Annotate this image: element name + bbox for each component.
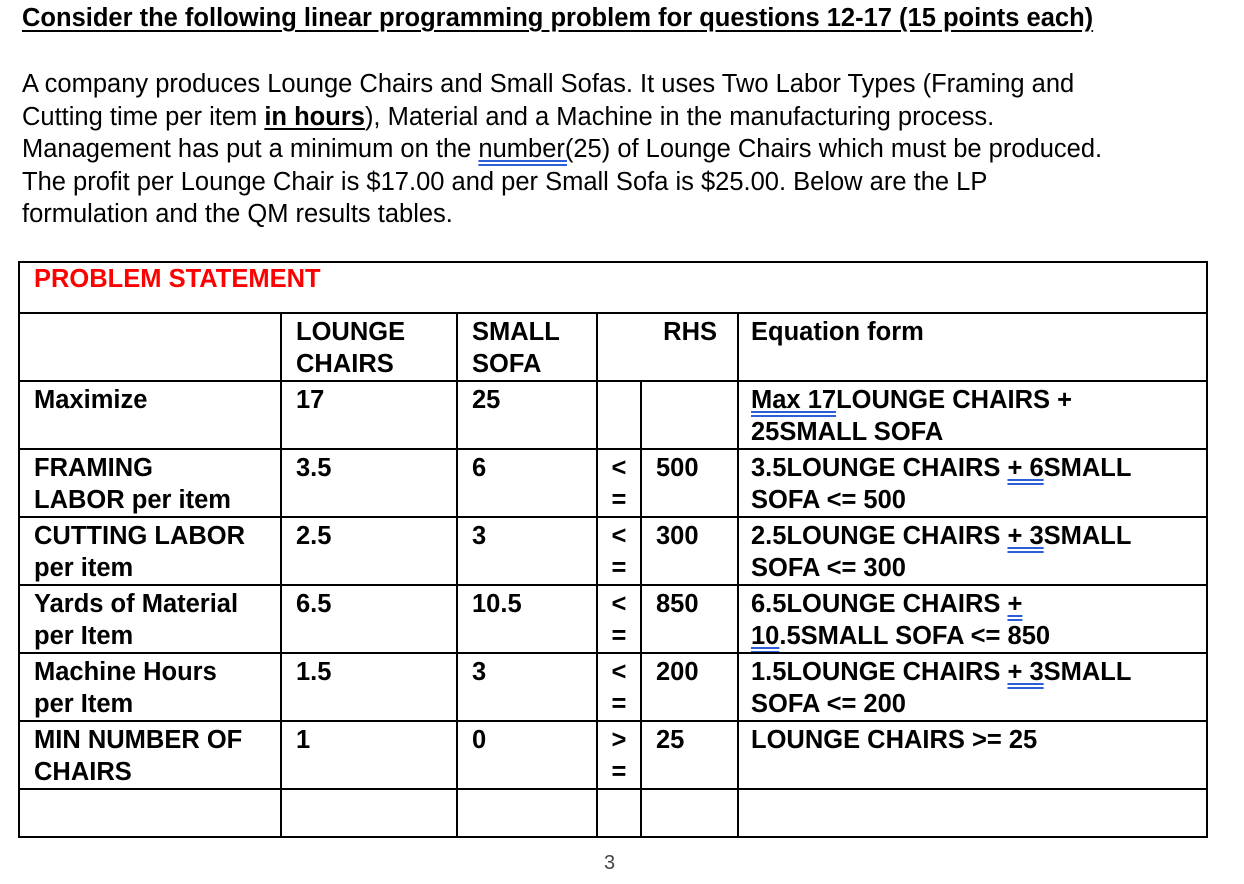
inequality-symbol: < =: [597, 517, 641, 585]
inequality-symbol: > =: [597, 721, 641, 789]
header-small-sofa: SMALL SOFA: [457, 313, 597, 381]
para-line-2: Cutting time per item in hours), Material and a Machine in the manufacturing process.: [22, 102, 995, 131]
page-number: 3: [604, 852, 616, 874]
table-title: PROBLEM STATEMENT: [19, 262, 1207, 313]
empty-row: [19, 789, 1207, 837]
para-line-1: A company produces Lounge Chairs and Small Sofas. It uses Two Labor Types (Framing and: [22, 70, 1075, 98]
constraint-row-material: Yards of Material per Item 6.5 10.5 < = 850 6.5LOUNGE CHAIRS + 10.5SMALL SOFA <= 850: [19, 585, 1207, 653]
constraint-row-cutting: CUTTING LABOR per item 2.5 3 < = 300 2.5LOUNGE CHAIRS + 3SMALL SOFA <= 300: [19, 517, 1207, 585]
problem-statement-table: [18, 261, 1208, 838]
para-line-3: Management has put a minimum on the number(25) of Lounge Chairs which must be produced.: [22, 135, 1103, 163]
header-lounge-chairs: LOUNGE CHAIRS: [281, 313, 457, 381]
problem-description: [22, 68, 1222, 231]
objective-label: Maximize: [19, 381, 281, 449]
in-hours-emphasis: in hours: [264, 102, 365, 131]
constraint-row-min-chairs: MIN NUMBER OF CHAIRS 1 0 > = 25 LOUNGE CHAIRS >= 25: [19, 721, 1207, 789]
objective-row: [19, 381, 1207, 449]
header-equation-form: Equation form: [738, 313, 1207, 381]
para-line-4: The profit per Lounge Chair is $17.00 and per Small Sofa is $25.00. Below are the LP: [22, 167, 988, 196]
inequality-symbol: < =: [597, 585, 641, 653]
spellcheck-number: number(: [478, 135, 574, 163]
objective-sofa-coef: 25: [457, 381, 597, 449]
inequality-symbol: < =: [597, 449, 641, 517]
header-empty: [19, 313, 281, 381]
page-heading: Consider the following linear programming problem for questions 12-17 (15 points each): [22, 4, 1094, 32]
objective-equation: Max 17LOUNGE CHAIRS + 25SMALL SOFA: [738, 381, 1207, 449]
constraint-row-framing: FRAMING LABOR per item 3.5 6 < = 500 3.5LOUNGE CHAIRS + 6SMALL SOFA <= 500: [19, 449, 1207, 517]
constraint-row-machine: Machine Hours per Item 1.5 3 < = 200 1.5LOUNGE CHAIRS + 3SMALL SOFA <= 200: [19, 653, 1207, 721]
header-rhs: RHS: [597, 313, 738, 381]
objective-lounge-coef: 17: [281, 381, 457, 449]
inequality-symbol: < =: [597, 653, 641, 721]
table-header-row: [19, 313, 1207, 381]
para-line-5: formulation and the QM results tables.: [22, 200, 453, 228]
